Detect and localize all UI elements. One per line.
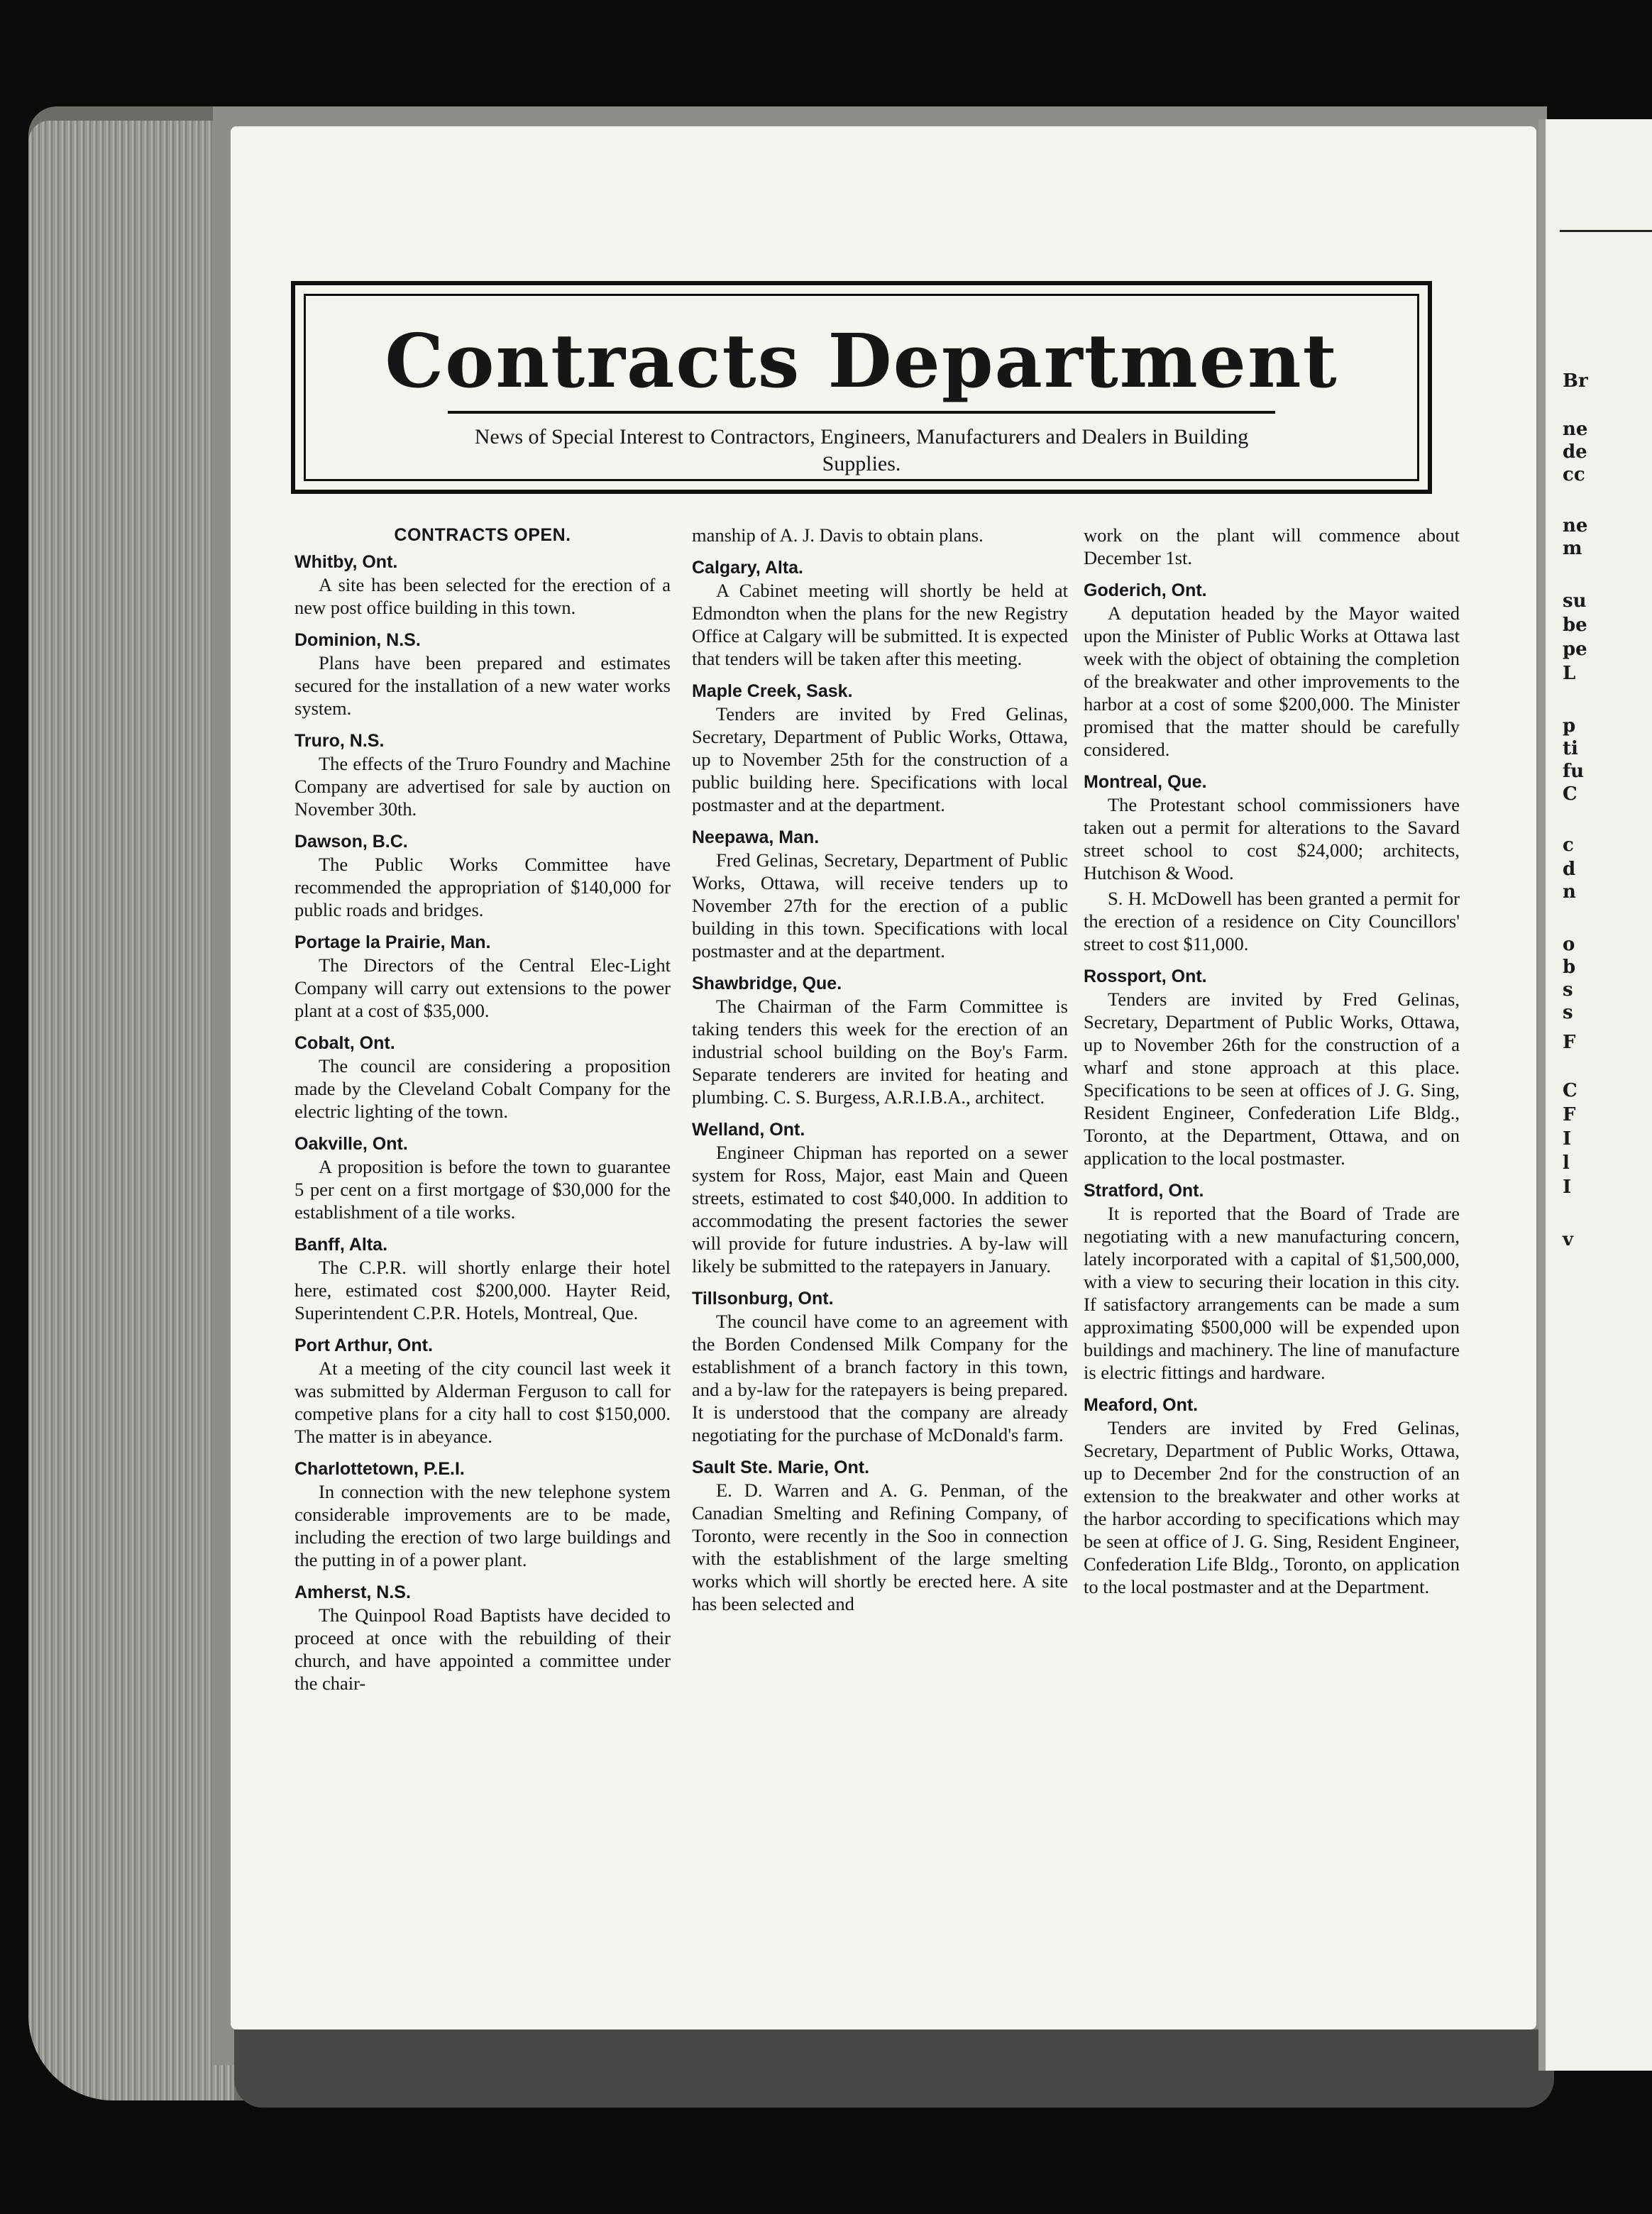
title-rule [448, 411, 1275, 414]
entry-text: A deputation headed by the Mayor waited upon the Minister of Public Works at Ottawa last week with the object of obtaining the completion of the breakwater and other improvements to the harbor at a cost of some $200,000. The Minister promised that the matter should be carefully considered. [1084, 602, 1460, 760]
entry-text: In connection with the new telephone system considerable improvements are to be made, including the erection of two large buildings and the putting in of a power plant. [294, 1481, 671, 1570]
facing-page-fragment: ti [1563, 738, 1578, 759]
column-3 [1084, 524, 1460, 1598]
entry-text: A proposition is before the town to guarantee 5 per cent on a first mortgage of $30,000 for the establishment of a tile works. [294, 1156, 671, 1223]
entry-text: The C.P.R. will shortly enlarge their hotel here, estimated cost $200,000. Hayter Reid, Superintendent C.P.R. Hotels, Montreal, Que. [294, 1257, 671, 1323]
facing-page-fragment: c [1563, 835, 1574, 856]
entry-text: The effects of the Truro Foundry and Machine Company are advertised for sale by auction on November 30th. [294, 753, 671, 820]
book-binding [234, 2030, 1554, 2108]
facing-page-fragment: F [1563, 1104, 1576, 1125]
entry-text: At a meeting of the city council last week it was submitted by Alderman Ferguson to call for competive plans for a city hall to cost $150,000. The matter is in abeyance. [294, 1357, 671, 1447]
entry-place: Cobalt, Ont. [294, 1033, 395, 1053]
entry-place: Neepawa, Man. [692, 827, 820, 847]
facing-page-fragment: fu [1563, 761, 1585, 782]
entry-place: Charlottetown, P.E.I. [294, 1459, 465, 1479]
entry-place: Goderich, Ont. [1084, 580, 1207, 600]
entry-text: The council have come to an agreement with the Borden Condensed Milk Company for the establishment of a branch factory in this town, and a by-law for the ratepayers is being prepared. It is understood that the company are already negotiating for the purchase of McDonald's farm. [692, 1311, 1068, 1445]
entry-place: Rossport, Ont. [1084, 966, 1207, 986]
entry-place: Meaford, Ont. [1084, 1395, 1199, 1415]
entry-text: The Chairman of the Farm Committee is taking tenders this week for the erection of an industrial school building on the Boy's Farm. Separate tenderers are invited for heating and plumbing. C. S. Burgess, A.R.I.B.A., architect. [692, 996, 1068, 1108]
entry-place: Sault Ste. Marie, Ont. [692, 1458, 870, 1477]
facing-page-rule [1560, 230, 1652, 232]
entry-text: The Public Works Committee have recommended the appropriation of $140,000 for public roads and bridges. [294, 854, 671, 920]
facing-page-fragment: v [1563, 1229, 1574, 1250]
facing-page [1538, 119, 1652, 2071]
facing-page-fragment: ne [1563, 419, 1588, 440]
facing-page-fragment: be [1563, 615, 1587, 636]
entry-text: S. H. McDowell has been granted a permit for the erection of a residence on City Councillors' street to cost $11,000. [1084, 888, 1460, 954]
entry-place: Whitby, Ont. [294, 552, 398, 572]
entry-place: Montreal, Que. [1084, 772, 1207, 792]
section-heading: CONTRACTS OPEN. [394, 525, 571, 545]
entry-text: A Cabinet meeting will shortly be held at Edmondton when the plans for the new Registry Office at Calgary will be submitted. It is expected that tenders will be taken after this meeting. [692, 580, 1068, 669]
entry-text: Engineer Chipman has reported on a sewer system for Ross, Major, east Main and Queen streets, estimated to cost $40,000. In addition to accommodating the present factories the sewer will provide for future industries. A by-law will likely be submitted to the ratepayers in January. [692, 1142, 1068, 1277]
page-title: Contracts Department [385, 317, 1338, 404]
entry-place: Welland, Ont. [692, 1120, 805, 1140]
facing-page-fragment: l [1563, 1152, 1570, 1174]
facing-page-fragment: F [1563, 1032, 1576, 1053]
entry-place: Portage la Prairie, Man. [294, 932, 491, 952]
entry-text: Tenders are invited by Fred Gelinas, Secretary, Department of Public Works, Ottawa, up to December 2nd for the construction of an extension to the breakwater and other works at the harbor according to specifications which may be seen at office of J. G. Sing, Resident Engineer, Confederation Life Bldg., Toronto, on application to the local postmaster and at the Department. [1084, 1417, 1460, 1597]
entry-text: It is reported that the Board of Trade are negotiating with a new manufacturing concern, lately incorporated with a capital of $1,500,000, with a view to securing their location in this city. If satisfactory arrangements can be made a sum approximating $500,000 will be expended upon buildings and machinery. The line of manufacture is electric fittings and hardware. [1084, 1203, 1460, 1383]
facing-page-fragment: su [1563, 590, 1587, 612]
facing-page-fragment: ne [1563, 515, 1588, 536]
entry-text: The Protestant school commissioners have taken out a permit for alterations to the Savard street school to cost $24,000; architects, Hutchison & Wood. [1084, 794, 1460, 883]
facing-page-fragment: L [1563, 663, 1576, 684]
entry-text: work on the plant will commence about December 1st. [1084, 524, 1460, 568]
entry-place: Tillsonburg, Ont. [692, 1289, 834, 1309]
column-2 [692, 524, 1068, 1615]
entry-place: Dawson, B.C. [294, 832, 408, 852]
facing-page-fragment: o [1563, 934, 1575, 955]
facing-page-fragment: s [1563, 1002, 1573, 1023]
facing-page-fragment: C [1563, 783, 1577, 805]
entry-text: Tenders are invited by Fred Gelinas, Secretary, Department of Public Works, Ottawa, up to November 26th for the construction of a wharf and stone approach at this place. Specifications to be seen at offices of J. G. Sing, Resident Engineer, Confederation Life Bldg., Toronto, at the Department, Ottawa, and on application to the local postmaster. [1084, 988, 1460, 1169]
facing-page-fragment: I [1563, 1177, 1572, 1198]
page-edges [28, 121, 234, 2100]
facing-page-fragment: d [1563, 859, 1576, 880]
entry-place: Amherst, N.S. [294, 1582, 411, 1602]
header-box [291, 281, 1432, 494]
header-inner-border [304, 294, 1419, 481]
entry-place: Oakville, Ont. [294, 1134, 408, 1154]
facing-page-fragment: de [1563, 441, 1587, 463]
entry-place: Port Arthur, Ont. [294, 1335, 433, 1355]
column-1 [294, 524, 671, 1695]
facing-page-fragment: m [1563, 538, 1582, 559]
entry-text: The Directors of the Central Elec-Light Company will carry out extensions to the power plant at a cost of $35,000. [294, 954, 671, 1021]
facing-page-fragment: n [1563, 881, 1576, 903]
facing-page-fragment: pe [1563, 639, 1587, 660]
entry-text: The council are considering a proposition made by the Cleveland Cobalt Company for the electric lighting of the town. [294, 1055, 671, 1122]
facing-page-fragment: C [1563, 1080, 1577, 1101]
entry-text: E. D. Warren and A. G. Penman, of the Canadian Smelting and Refining Company, of Toronto, were recently in the Soo in connection with the establishment of the large smelting works which will shortly be erected here. A site has been selected and [692, 1480, 1068, 1614]
entry-place: Stratford, Ont. [1084, 1181, 1204, 1201]
entry-place: Calgary, Alta. [692, 558, 803, 578]
entry-text: The Quinpool Road Baptists have decided to proceed at once with the rebuilding of their church, and have appointed a committee under the chair- [294, 1604, 671, 1694]
entry-text: A site has been selected for the erection of a new post office building in this town. [294, 574, 671, 618]
entry-place: Banff, Alta. [294, 1235, 388, 1255]
entry-place: Shawbridge, Que. [692, 974, 842, 993]
facing-page-fragment: p [1563, 715, 1576, 737]
page-subtitle: News of Special Interest to Contractors, Engineers, Manufacturers and Dealers in Building Supplies. [474, 425, 1249, 475]
facing-page-fragment: cc [1563, 464, 1585, 485]
entry-text: manship of A. J. Davis to obtain plans. [692, 524, 984, 546]
facing-page-fragment: s [1563, 979, 1573, 1001]
entry-text: Tenders are invited by Fred Gelinas, Secretary, Department of Public Works, Ottawa, up to November 25th for the construction of a public building here. Specifications with local postmaster and at the department. [692, 703, 1068, 815]
facing-page-fragment: I [1563, 1128, 1572, 1150]
entry-place: Truro, N.S. [294, 731, 385, 751]
entry-place: Dominion, N.S. [294, 630, 421, 650]
entry-place: Maple Creek, Sask. [692, 681, 853, 701]
facing-page-fragment: b [1563, 957, 1576, 978]
entry-text: Plans have been prepared and estimates secured for the installation of a new water works system. [294, 652, 671, 719]
entry-text: Fred Gelinas, Secretary, Department of Public Works, Ottawa, will receive tenders up to November 27th for the erection of a public building in this town. Specifications with local postmaster and at the department. [692, 849, 1068, 962]
magazine-page [231, 126, 1536, 2030]
facing-page-fragment: Br [1563, 370, 1588, 392]
